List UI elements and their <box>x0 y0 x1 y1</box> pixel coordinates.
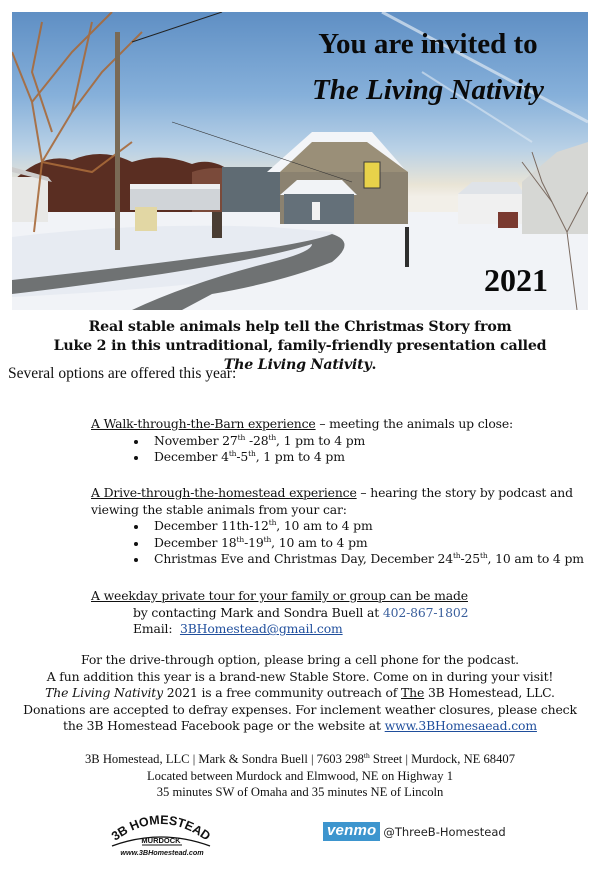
lead-line-2: Luke 2 in this untraditional, family-friendly presentation called <box>53 338 547 354</box>
lead-line-1: Real stable animals help tell the Christmas Story from <box>88 319 512 335</box>
event-title: The Living Nativity <box>312 74 544 106</box>
walk-through-dates <box>134 433 513 466</box>
logo-url: www.3BHomestead.com <box>120 848 204 857</box>
date-item: December 18th-19th, 10 am to 4 pm <box>134 535 591 552</box>
notes-paragraph: For the drive-through option, please bring a cell phone for the podcast. A fun addition this year is a brand-new Stable Store. Come on in during your visit! The Living Nativity 2021 is a free community outreach of The 3B Homestead, LLC. Donations are accepted to defray expenses. For inclement weather closures, please check the 3B Homestead Facebook page or the website at www.3BHomesaead.com <box>23 652 577 734</box>
date-item: Christmas Eve and Christmas Day, December 24th-25th, 10 am to 4 pm <box>134 551 591 568</box>
date-item: December 11th-12th, 10 am to 4 pm <box>134 518 591 535</box>
date-item: December 4th-5th, 1 pm to 4 pm <box>134 449 513 466</box>
distance-line: 35 minutes SW of Omaha and 35 minutes NE of Lincoln <box>156 785 444 800</box>
svg-text:3B HOMESTEAD: 3B HOMESTEAD <box>108 812 213 844</box>
email-link[interactable]: 3BHomestead@gmail.com <box>179 621 343 637</box>
options-intro: Several options are offered this year: <box>8 365 237 382</box>
location-line: Located between Murdock and Elmwood, NE on Highway 1 <box>146 768 454 783</box>
invitation-heading: You are invited to <box>318 28 538 60</box>
hero-photo <box>12 12 588 310</box>
private-tour-email: Email: 3BHomestead@gmail.com <box>133 621 343 637</box>
venmo-logo-icon: venmo <box>323 822 380 841</box>
walk-through-section <box>91 416 513 466</box>
event-year: 2021 <box>484 262 548 298</box>
homestead-logo-icon <box>108 812 214 852</box>
date-item: November 27th -28th, 1 pm to 4 pm <box>134 433 513 450</box>
svg-text:MURDOCK: MURDOCK <box>141 836 181 845</box>
venmo-info <box>323 822 506 841</box>
homestead-logo <box>108 812 214 860</box>
drive-through-heading: A Drive-through-the-homestead experience – hearing the story by podcast and viewing the stable animals from your car: <box>91 485 573 517</box>
phone-number[interactable]: 402-867-1802 <box>382 604 469 620</box>
address-line: 3B Homestead, LLC | Mark & Sondra Buell | 7603 298th Street | Murdock, NE 68407 <box>84 751 515 766</box>
venmo-handle: @ThreeB-Homestead <box>383 824 506 839</box>
private-tour-contact: by contacting Mark and Sondra Buell at 402-867-1802 <box>133 604 469 620</box>
event-name-italic: The Living Nativity <box>223 357 372 373</box>
contact-block <box>0 751 600 801</box>
private-tour-section <box>91 588 468 638</box>
website-link[interactable]: www.3BHomesaead.com <box>384 718 537 734</box>
lead-line-3: The Living Nativity. <box>223 357 377 373</box>
drive-through-dates <box>134 518 591 568</box>
walk-through-heading: A Walk-through-the-Barn experience – meeting the animals up close: <box>91 416 514 431</box>
drive-through-section <box>91 485 591 568</box>
private-tour-heading: A weekday private tour for your family or group can be made <box>91 588 468 603</box>
